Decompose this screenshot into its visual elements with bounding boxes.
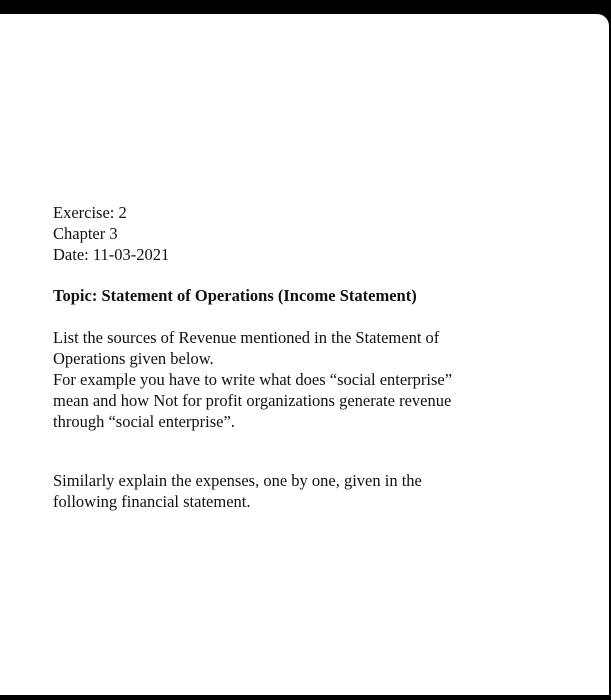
paragraph-line: Similarly explain the expenses, one by one, given in the <box>53 471 422 490</box>
instructions-paragraph-2 <box>53 470 523 512</box>
instructions-paragraph-1 <box>53 327 523 432</box>
document-page <box>0 14 609 695</box>
paragraph-line: Operations given below. <box>53 349 214 368</box>
document-content <box>53 202 523 512</box>
exercise-number: Exercise: 2 <box>53 203 127 222</box>
paragraph-line: List the sources of Revenue mentioned in the Statement of <box>53 328 440 347</box>
paragraph-line: through “social enterprise”. <box>53 412 235 431</box>
exercise-header <box>53 202 523 265</box>
chapter-number: Chapter 3 <box>53 224 118 243</box>
paragraph-line: mean and how Not for profit organizations generate revenue <box>53 391 452 410</box>
topic-heading: Topic: Statement of Operations (Income Statement) <box>53 286 417 305</box>
paragraph-line: following financial statement. <box>53 492 251 511</box>
date-line: Date: 11-03-2021 <box>53 245 170 264</box>
paragraph-line: For example you have to write what does “social enterprise” <box>53 370 453 389</box>
